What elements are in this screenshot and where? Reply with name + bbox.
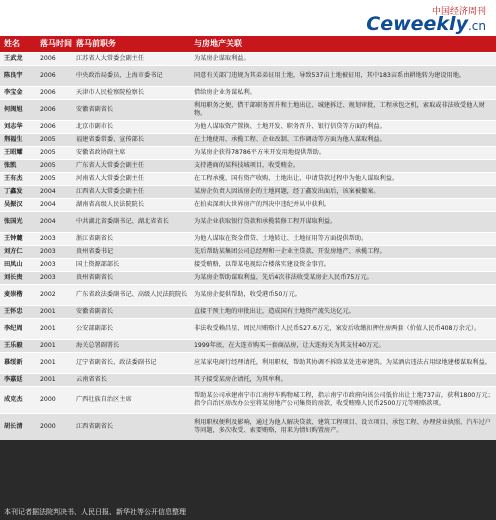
cell-relation <box>192 121 494 133</box>
cell-relation <box>192 147 494 159</box>
cell-year-text: 2001 <box>40 376 56 383</box>
table-row <box>0 133 496 146</box>
cell-relation <box>192 285 494 305</box>
logo-en-suffix: .cn <box>467 19 486 33</box>
cell-relation-text: 直接干预土地的审批出让，造成国有土地资产流失达亿元。 <box>194 308 355 315</box>
cell-year <box>38 306 70 318</box>
cell-name <box>0 414 38 440</box>
header-time: 落马时间 <box>40 39 72 48</box>
cell-name-text: 田凤山 <box>4 261 23 268</box>
cell-name-text: 胡长清 <box>4 423 23 430</box>
cell-position-text: 国土资源部部长 <box>76 261 120 268</box>
cell-relation-text: 为他人谋取在资金借贷、土地转让、土地征用等方面提供帮助。 <box>194 235 368 242</box>
cell-name <box>0 186 38 198</box>
cell-position <box>74 173 192 185</box>
cell-relation <box>192 340 494 352</box>
cell-name-text: 王武龙 <box>4 55 23 62</box>
cell-name <box>0 374 38 386</box>
cell-year <box>38 66 70 86</box>
cell-year <box>38 147 70 159</box>
cell-name <box>0 212 38 232</box>
cell-year-text: 2004 <box>40 218 56 225</box>
cell-year-text: 2003 <box>40 274 56 281</box>
table-row <box>0 65 496 86</box>
table-row <box>0 172 496 185</box>
cell-relation <box>192 414 494 440</box>
cell-year <box>38 121 70 133</box>
cell-year-text: 2001 <box>40 359 56 366</box>
cell-year <box>38 199 70 211</box>
cell-name <box>0 66 38 86</box>
cell-name-text: 李纪周 <box>4 325 23 332</box>
cell-year-text: 2006 <box>40 55 56 62</box>
cell-position <box>74 121 192 133</box>
cell-year-text: 2005 <box>40 149 56 156</box>
cell-position-text: 江苏省人大常委会副主任 <box>76 55 145 62</box>
cell-year <box>38 134 70 146</box>
cell-year-text: 2005 <box>40 136 56 143</box>
cell-relation-text: 其子接受某房企请托，为其牟利。 <box>194 376 287 383</box>
cell-relation-text: 在拍卖深圳大世界房产的判决中违纪并从中获利。 <box>194 201 331 208</box>
cell-position-text: 公安部副部长 <box>76 325 114 332</box>
cell-position <box>74 100 192 120</box>
cell-position <box>74 233 192 245</box>
cell-position-text: 广西壮族自治区主席 <box>76 396 132 403</box>
cell-relation-text: 支持港商的某科技城项目，收受贿金。 <box>194 162 300 169</box>
cell-position <box>74 340 192 352</box>
cell-name-text: 王昭耀 <box>4 149 23 156</box>
cell-year-text: 2000 <box>40 396 56 403</box>
cell-position <box>74 374 192 386</box>
cell-position <box>74 87 192 99</box>
table-row <box>0 159 496 172</box>
cell-name <box>0 160 38 172</box>
cell-relation <box>192 272 494 284</box>
cell-year <box>38 160 70 172</box>
cell-year <box>38 374 70 386</box>
cell-position-text: 河南省人大常委会副主任 <box>76 175 145 182</box>
cell-year <box>38 173 70 185</box>
cell-name <box>0 353 38 373</box>
cell-year <box>38 53 70 65</box>
cell-year-text: 2000 <box>40 423 56 430</box>
cell-relation-text: 接受贿赂，以帮某电视综合楼落实建设资金事宜。 <box>194 261 331 268</box>
cell-position-text: 安徽省副省长 <box>76 106 114 113</box>
cell-position-text: 江西省副省长 <box>76 423 114 430</box>
cell-year-text: 2003 <box>40 248 56 255</box>
cell-relation-text: 同意有关部门违规为其弟弟征用土地，导致537亩土地被征用，其中183亩系由耕地转为建设用地。 <box>194 72 466 79</box>
cell-position <box>74 53 192 65</box>
cell-relation-text: 应某家电商行经理请托，利用职权，帮助其协调不拆除某处违章建筑。为某酒店违法占用绿地建楼谋取利益。 <box>194 359 491 366</box>
cell-name <box>0 147 38 159</box>
cell-year <box>38 387 70 413</box>
cell-relation <box>192 374 494 386</box>
cell-position-text: 浙江省副省长 <box>76 235 114 242</box>
cell-name-text: 陈良宇 <box>4 72 23 79</box>
logo-en-text <box>366 13 486 35</box>
table-row <box>0 245 496 258</box>
cell-position <box>74 160 192 172</box>
logo-cn-text: 中国经济周刊 <box>431 7 486 17</box>
cell-name <box>0 246 38 258</box>
cell-name <box>0 306 38 318</box>
cell-year-text: 2004 <box>40 188 56 195</box>
cell-position <box>74 272 192 284</box>
cell-name <box>0 233 38 245</box>
table-row <box>0 284 496 305</box>
cell-year <box>38 414 70 440</box>
cell-year-text: 2006 <box>40 72 56 79</box>
cell-relation-text: 非法收受赖昌星、周民川贿赂计人民币527.6万元，案发后收缴扣押住房两套（价值人民币408万余元）。 <box>194 325 481 332</box>
cell-year-text: 2001 <box>40 308 56 315</box>
cell-relation-text: 为某房企帮助谋取利益，先后4次非法收受某房企人民币75万元。 <box>194 274 373 281</box>
cell-name-text: 麦崇楷 <box>4 291 23 298</box>
cell-position-text: 辽宁省副省长、政法委副书记 <box>76 359 157 366</box>
cell-year <box>38 319 70 339</box>
table-row <box>0 232 496 245</box>
cell-name <box>0 134 38 146</box>
cell-year-text: 2005 <box>40 162 56 169</box>
cell-relation-text: 某房企负责人因该房企的土地问题，经丁鑫发出面后，该案被撤案。 <box>194 188 380 195</box>
cell-position <box>74 319 192 339</box>
cell-relation <box>192 53 494 65</box>
cell-position <box>74 259 192 271</box>
cell-position-text: 中央政治局委员、上海市委书记 <box>76 72 163 79</box>
cell-relation <box>192 353 494 373</box>
cell-year-text: 2003 <box>40 261 56 268</box>
cell-year-text: 2001 <box>40 325 56 332</box>
cell-relation <box>192 212 494 232</box>
cell-relation <box>192 160 494 172</box>
cell-relation-text: 先后帮助某集团公司总经理和一企业主贷款、开发房地产、承揽工程。 <box>194 248 386 255</box>
cell-relation-text: 利用职权便利及影响，通过为他人解决贷款、建筑工程项目、设立项目、承包工程、办理营业执照、汽车过户等问题，多次收受、索要贿赂，用来为情妇购置房产。 <box>194 419 491 434</box>
cell-name-text: 张凯 <box>4 162 17 169</box>
cell-name-text: 慕绥新 <box>4 359 23 366</box>
cell-year <box>38 87 70 99</box>
cell-relation <box>192 199 494 211</box>
table-row <box>0 198 496 211</box>
cell-name <box>0 387 38 413</box>
table-row <box>0 271 496 284</box>
cell-position-text: 安徽省副省长 <box>76 308 114 315</box>
cell-relation <box>192 87 494 99</box>
cell-year-text: 2005 <box>40 175 56 182</box>
cell-position-text: 云南省省长 <box>76 376 107 383</box>
cell-position-text: 贵州省委书记 <box>76 248 114 255</box>
cell-name-text: 王乐毅 <box>4 342 23 349</box>
cell-position <box>74 285 192 305</box>
cell-name <box>0 199 38 211</box>
cell-name-text: 丁鑫发 <box>4 188 23 195</box>
cell-position-text: 湖南省高级人民法院院长 <box>76 201 145 208</box>
cell-year <box>38 186 70 198</box>
cell-position-text: 安徽省政协副主席 <box>76 149 126 156</box>
cell-year-text: 2002 <box>40 291 56 298</box>
cell-position-text: 江西省人大常委会副主任 <box>76 188 145 195</box>
cell-name <box>0 100 38 120</box>
cell-relation-text: 为某房企提供帮助，收受港币50万元。 <box>194 291 301 298</box>
table-row <box>0 373 496 386</box>
cell-relation <box>192 306 494 318</box>
cell-year-text: 2004 <box>40 201 56 208</box>
cell-position-text: 中共湖北省委副书记、湖北省省长 <box>76 218 169 225</box>
cell-name <box>0 340 38 352</box>
cell-year <box>38 100 70 120</box>
cell-name <box>0 53 38 65</box>
cell-year <box>38 259 70 271</box>
cell-relation <box>192 100 494 120</box>
cell-relation-text: 为某房企谋取利益。 <box>194 55 250 62</box>
cell-name <box>0 121 38 133</box>
table-row <box>0 99 496 120</box>
cell-name-text: 刘志华 <box>4 123 23 130</box>
cell-name-text: 何闽旭 <box>4 106 23 113</box>
table-row <box>0 185 496 198</box>
cell-year <box>38 353 70 373</box>
cell-year-text: 2001 <box>40 342 56 349</box>
table-row <box>0 146 496 159</box>
cell-name-text: 王怀忠 <box>4 308 23 315</box>
table-row <box>0 386 496 413</box>
table-row <box>0 413 496 440</box>
table-header <box>0 36 496 52</box>
cell-relation-text: 在工程承揽、国有资产收购、土地出让、申请贷款过程中为他人谋取利益。 <box>194 175 399 182</box>
cell-relation <box>192 319 494 339</box>
cell-relation <box>192 173 494 185</box>
cell-relation-text: 在土地使用、承揽工程、企业改制、工作调动等方面为他人谋取利益。 <box>194 136 386 143</box>
cell-relation-text: 1999年底，在大连市购买一套商品房，让大连海关为其支付40万元。 <box>194 342 385 349</box>
cell-name <box>0 87 38 99</box>
cell-position-text: 天津市人民检察院检察长 <box>76 89 145 96</box>
cell-position <box>74 134 192 146</box>
cell-name-text: 张国光 <box>4 218 23 225</box>
cell-relation-text: 为他人谋取资产置换、土地开发、职务晋升、银行信贷等方面的利益。 <box>194 123 386 130</box>
cell-relation-text: 借给房企业务谋私利。 <box>194 89 256 96</box>
cell-name-text: 荆福生 <box>4 136 23 143</box>
cell-relation <box>192 246 494 258</box>
cell-name <box>0 319 38 339</box>
cell-relation <box>192 66 494 86</box>
cell-position-text: 广东省人大常委会副主任 <box>76 162 145 169</box>
cell-relation-text: 帮助某公司承建南宁市江南停车购物城工程，指示南宁市政府向该公司低价出让土地737亩，获利1800万元；指令自治区房改办公室将某房地产公司集资的房款，收受贿赂人民币2500万元等贿赂款项。 <box>194 392 494 407</box>
header-relation: 与房地产关联 <box>194 39 242 48</box>
officials-table <box>0 36 496 520</box>
cell-name <box>0 259 38 271</box>
cell-year-text: 2006 <box>40 89 56 96</box>
cell-name-text: 王钟麓 <box>4 235 23 242</box>
ceweekly-logo <box>366 4 492 35</box>
table-row <box>0 305 496 318</box>
cell-position <box>74 353 192 373</box>
cell-year <box>38 246 70 258</box>
cell-name <box>0 173 38 185</box>
cell-year <box>38 212 70 232</box>
cell-name-text: 李宝金 <box>4 89 23 96</box>
cell-year <box>38 272 70 284</box>
table-row <box>0 352 496 373</box>
cell-relation <box>192 134 494 146</box>
cell-position <box>74 246 192 258</box>
cell-position <box>74 199 192 211</box>
cell-relation <box>192 186 494 198</box>
table-row <box>0 318 496 339</box>
table-row <box>0 86 496 99</box>
header-name: 姓名 <box>4 39 20 48</box>
cell-name-text: 李嘉廷 <box>4 376 23 383</box>
cell-position-text: 福建省委常委、宣传部长 <box>76 136 145 143</box>
cell-name <box>0 272 38 284</box>
cell-year-text: 2003 <box>40 235 56 242</box>
cell-position <box>74 147 192 159</box>
cell-name-text: 吴振汉 <box>4 201 23 208</box>
cell-year <box>38 285 70 305</box>
cell-name-text: 刘方仁 <box>4 248 23 255</box>
cell-year <box>38 340 70 352</box>
table-row <box>0 52 496 65</box>
source-note: 本刊记者据法院判决书、人民日报、新华社等公开信息整理 <box>4 508 186 516</box>
table-row <box>0 211 496 232</box>
cell-year <box>38 233 70 245</box>
cell-position <box>74 66 192 86</box>
cell-relation <box>192 233 494 245</box>
cell-relation <box>192 387 494 413</box>
cell-position-text: 贵州省副省长 <box>76 274 114 281</box>
header-position: 落马前职务 <box>76 39 116 48</box>
cell-position-text: 海关总署副署长 <box>76 342 120 349</box>
cell-year-text: 2006 <box>40 106 56 113</box>
cell-position-text: 北京市副市长 <box>76 123 114 130</box>
cell-name <box>0 285 38 305</box>
cell-relation <box>192 259 494 271</box>
cell-position-text: 广东省政法委副书记、高级人民法院院长 <box>76 291 188 298</box>
logo-en-name: Ceweekly <box>366 13 468 35</box>
table-row <box>0 258 496 271</box>
cell-relation-text: 利用职务之便，借干部职务晋升和土地出让、城建拆迁、规划审批、工程承包之机，索取或非法收受他人财物。 <box>194 102 485 117</box>
cell-position <box>74 306 192 318</box>
cell-position <box>74 387 192 413</box>
cell-relation-text: 为某房企获得78786平方米开发用地提供帮助。 <box>194 149 326 156</box>
cell-name-text: 王有杰 <box>4 175 23 182</box>
cell-name-text: 刘长贵 <box>4 274 23 281</box>
cell-position <box>74 186 192 198</box>
cell-name-text: 成克杰 <box>4 396 23 403</box>
cell-relation-text: 为某企业获取银行贷款和承揽装修工程开谋取利益。 <box>194 218 337 225</box>
cell-position <box>74 212 192 232</box>
cell-position <box>74 414 192 440</box>
table-row <box>0 339 496 352</box>
cell-year-text: 2006 <box>40 123 56 130</box>
table-row <box>0 120 496 133</box>
